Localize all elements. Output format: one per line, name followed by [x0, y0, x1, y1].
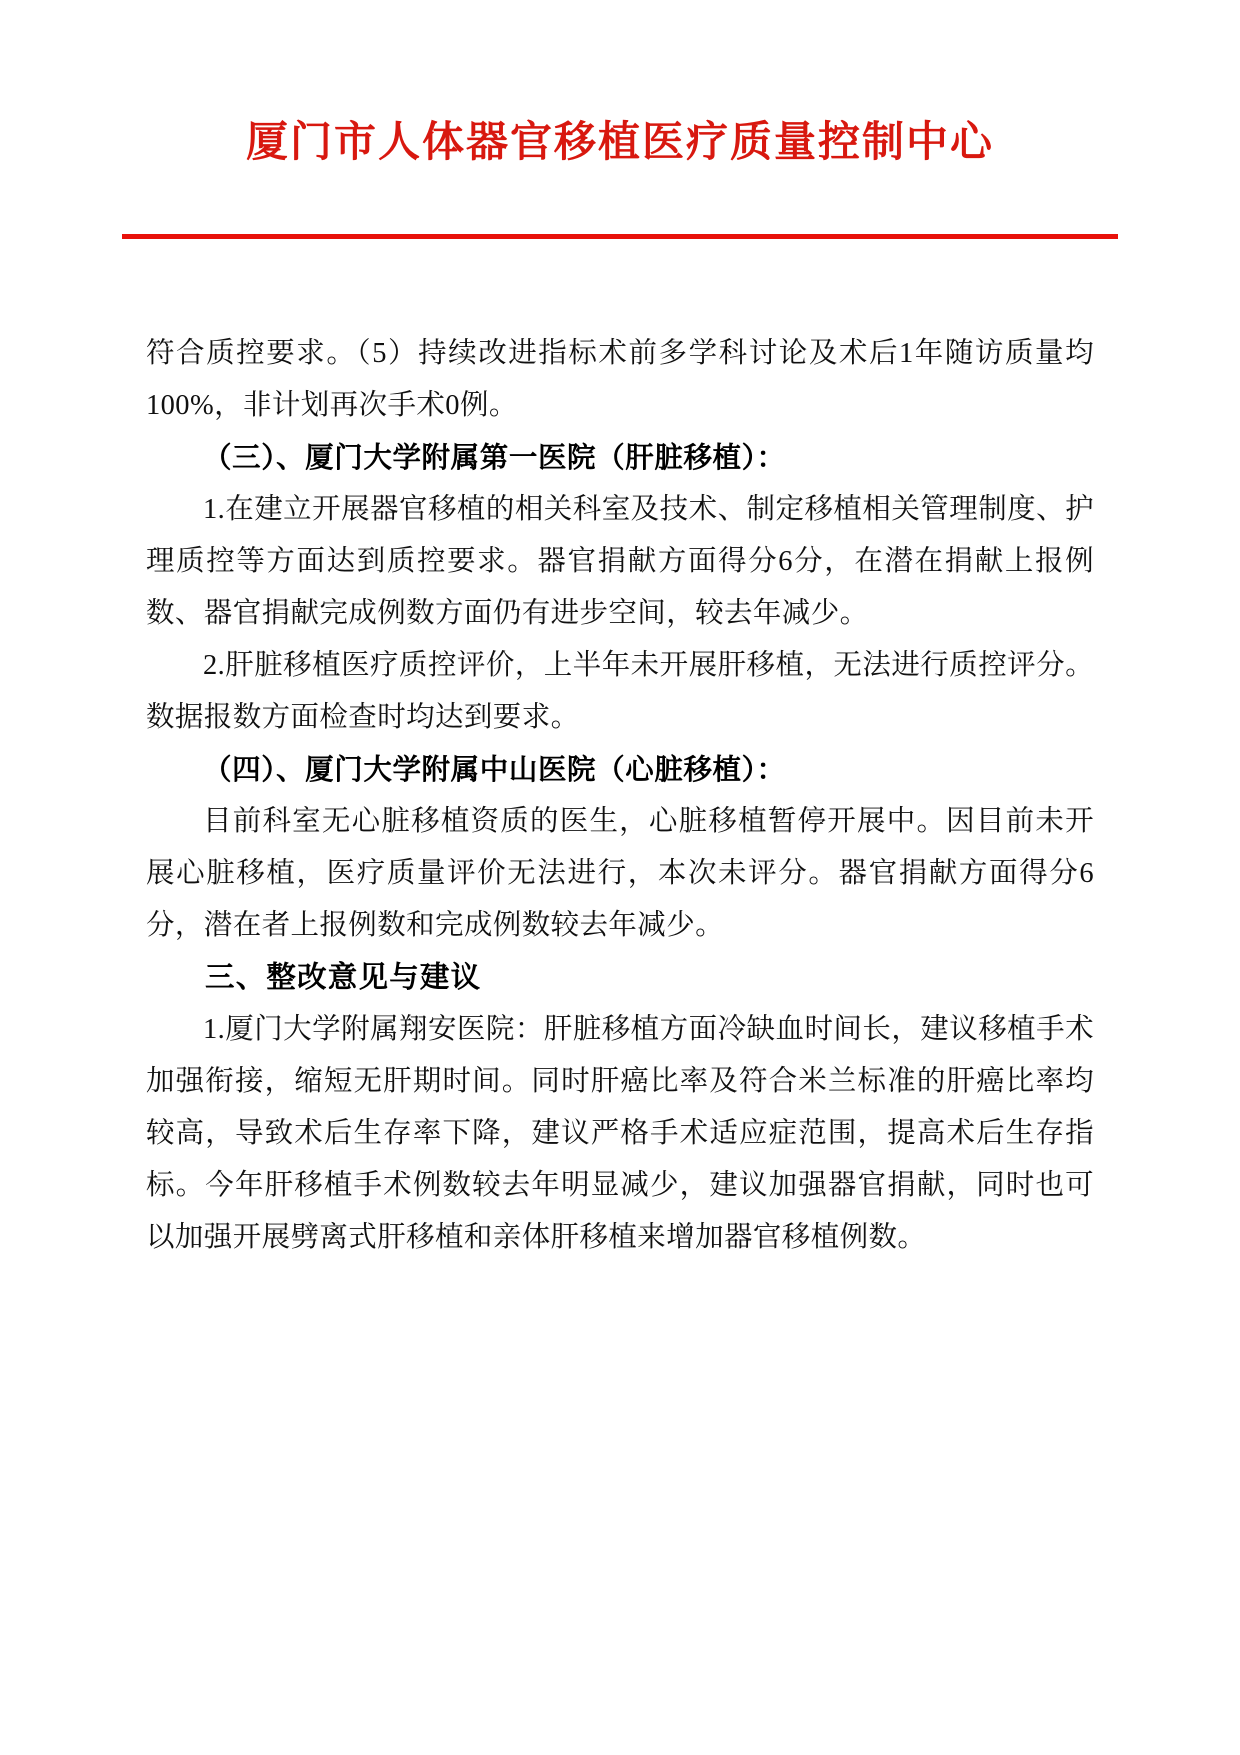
body-paragraph: 符合质控要求。（5）持续改进指标术前多学科讨论及术后1年随访质量均100%，非计划再次手术0例。: [146, 338, 1094, 421]
page-title: 厦门市人体器官移植医疗质量控制中心: [245, 118, 994, 165]
document-body: [146, 328, 1094, 1264]
body-paragraph: 目前科室无心脏移植资质的医生，心脏移植暂停开展中。因目前未开展心脏移植，医疗质量评价无法进行，本次未评分。器官捐献方面得分6分，潜在者上报例数和完成例数较去年减少。: [146, 806, 1094, 941]
body-paragraph: 1.厦门大学附属翔安医院：肝脏移植方面冷缺血时间长，建议移植手术加强衔接，缩短无肝期时间。同时肝癌比率及符合米兰标准的肝癌比率均较高，导致术后生存率下降，建议严格手术适应症范围，提高术后生存指标。今年肝移植手术例数较去年明显减少，建议加强器官捐献，同时也可以加强开展劈离式肝移植和亲体肝移植来增加器官移植例数。: [146, 1014, 1094, 1253]
section-heading-three: （三）、厦门大学附属第一医院（肝脏移植）：: [203, 442, 786, 474]
document-header: [0, 118, 1240, 166]
body-paragraph: 1.在建立开展器官移植的相关科室及技术、制定移植相关管理制度、护理质控等方面达到质控要求。器官捐献方面得分6分，在潜在捐献上报例数、器官捐献完成例数方面仍有进步空间，较去年减少。: [146, 494, 1094, 629]
section-heading-recommendations: 三、整改意见与建议: [205, 961, 482, 994]
section-heading-four: （四）、厦门大学附属中山医院（心脏移植）：: [203, 754, 786, 786]
header-divider: [122, 234, 1118, 239]
body-paragraph: 2.肝脏移植医疗质控评价，上半年未开展肝移植，无法进行质控评分。数据报数方面检查时均达到要求。: [146, 650, 1094, 733]
